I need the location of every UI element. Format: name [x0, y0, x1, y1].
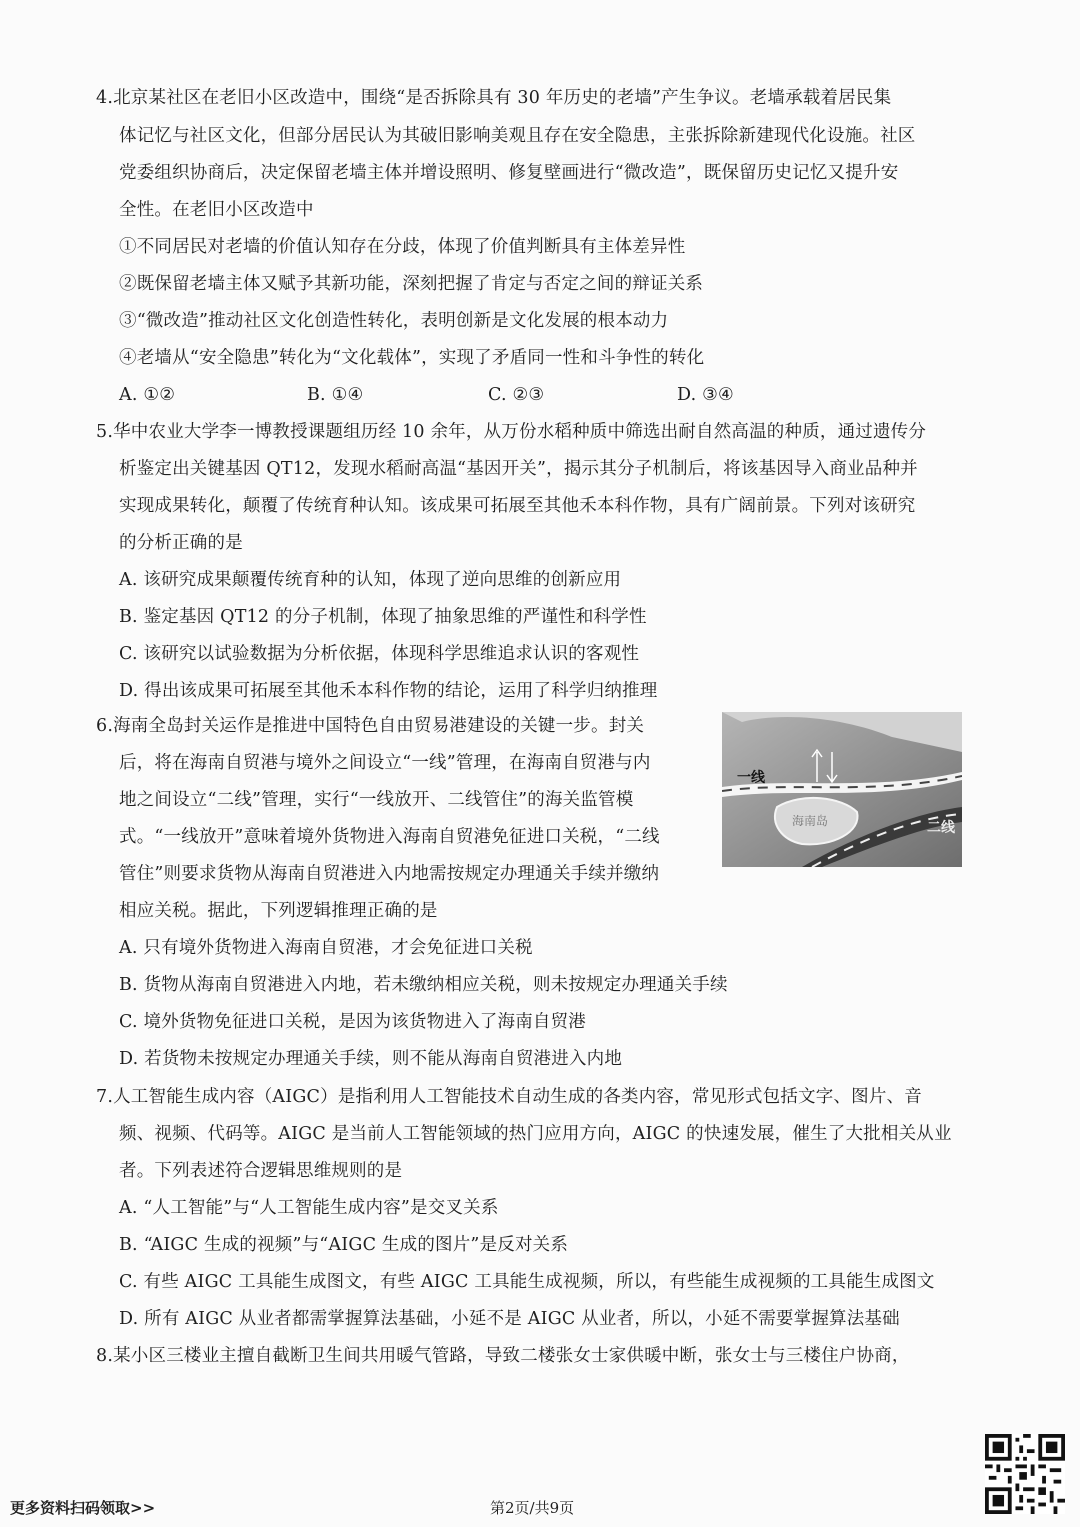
- q5-option-a: A. 该研究成果颠覆传统育种的认知，体现了逆向思维的创新应用: [119, 570, 622, 590]
- q7-option-b: B. “AIGC 生成的视频”与“AIGC 生成的图片”是反对关系: [119, 1235, 569, 1255]
- q5-option-c: C. 该研究以试验数据为分析依据，体现科学思维追求认识的客观性: [119, 644, 640, 664]
- line1-label: 一线: [737, 770, 765, 786]
- line2-label: 二线: [927, 820, 955, 836]
- q6-stem-line: 式。“一线放开”意味着境外货物进入海南自贸港免征进口关税，“二线: [119, 827, 660, 847]
- q6-stem-line: 地之间设立“二线”管理，实行“一线放开、二线管住”的海关监管模: [119, 790, 634, 810]
- q5-option-d: D. 得出该成果可拓展至其他禾本科作物的结论，运用了科学归纳推理: [119, 681, 658, 701]
- q6-stem-line: 相应关税。据此，下列逻辑推理正确的是: [119, 901, 438, 921]
- q5-stem-line: 的分析正确的是: [119, 533, 243, 553]
- q7-option-c: C. 有些 AIGC 工具能生成图文，有些 AIGC 工具能生成视频，所以，有些能生成视频的工具能生成图文: [119, 1272, 935, 1292]
- q6-stem-line: 管住”则要求货物从海南自贸港进入内地需按规定办理通关手续并缴纳: [119, 864, 660, 884]
- qr-code[interactable]: [985, 1434, 1065, 1514]
- q7-stem-line: 频、视频、代码等。AIGC 是当前人工智能领域的热门应用方向，AIGC 的快速发展，催生了大批相关从业: [119, 1124, 952, 1144]
- q6-option-c: C. 境外货物免征进口关税，是因为该货物进入了海南自贸港: [119, 1012, 586, 1032]
- q6-option-d: D. 若货物未按规定办理通关手续，则不能从海南自贸港进入内地: [119, 1049, 623, 1069]
- q6-stem-line: 6.海南全岛封关运作是推进中国特色自由贸易港建设的关键一步。封关: [96, 716, 645, 736]
- q4-stem-line: 4.北京某社区在老旧小区改造中，围绕“是否拆除具有 30 年历史的老墙”产生争议。老墙承载着居民集: [96, 88, 892, 108]
- q6-stem-line: 后，将在海南自贸港与境外之间设立“一线”管理，在海南自贸港与内: [119, 753, 651, 773]
- q6-option-a: A. 只有境外货物进入海南自贸港，才会免征进口关税: [119, 938, 533, 958]
- q7-option-a: A. “人工智能”与“人工智能生成内容”是交叉关系: [119, 1198, 499, 1218]
- footer-scan-text: 更多资料扫码领取>>: [10, 1499, 156, 1517]
- page-number: 第2页/共9页: [490, 1499, 575, 1517]
- q8-stem-line: 8.某小区三楼业主擅自截断卫生间共用暖气管路，导致二楼张女士家供暖中断，张女士与三楼住户协商，: [96, 1346, 910, 1366]
- q5-stem-line: 析鉴定出关键基因 QT12，发现水稻耐高温“基因开关”，揭示其分子机制后，将该基因导入商业品种并: [119, 459, 918, 479]
- q4-stem-line: 体记忆与社区文化，但部分居民认为其破旧影响美观且存在安全隐患，主张拆除新建现代化设施。社区: [119, 126, 916, 146]
- hainan-map-illustration: [722, 712, 962, 867]
- q4-choice-b: B. ①④: [307, 385, 364, 405]
- q7-stem-line: 7.人工智能生成内容（AIGC）是指利用人工智能技术自动生成的各类内容，常见形式包括文字、图片、音: [96, 1087, 922, 1107]
- q7-option-d: D. 所有 AIGC 从业者都需掌握算法基础，小延不是 AIGC 从业者，所以，小延不需要掌握算法基础: [119, 1309, 900, 1329]
- q7-stem-line: 者。下列表述符合逻辑思维规则的是: [119, 1161, 403, 1181]
- q4-choices: [119, 383, 819, 407]
- island-label: 海南岛: [792, 814, 829, 828]
- q4-stem-line: 党委组织协商后，决定保留老墙主体并增设照明、修复壁画进行“微改造”，既保留历史记忆又提升安: [119, 163, 899, 183]
- q4-choice-a: A. ①②: [119, 385, 176, 405]
- q4-stem-line: 全性。在老旧小区改造中: [119, 200, 314, 220]
- q5-option-b: B. 鉴定基因 QT12 的分子机制，体现了抽象思维的严谨性和科学性: [119, 607, 647, 627]
- q6-option-b: B. 货物从海南自贸港进入内地，若未缴纳相应关税，则未按规定办理通关手续: [119, 975, 728, 995]
- q4-statement: ①不同居民对老墙的价值认知存在分歧，体现了价值判断具有主体差异性: [119, 237, 686, 257]
- q4-statement: ③“微改造”推动社区文化创造性转化，表明创新是文化发展的根本动力: [119, 311, 669, 331]
- q5-stem-line: 实现成果转化，颠覆了传统育种认知。该成果可拓展至其他禾本科作物，具有广阔前景。下列对该研究: [119, 496, 916, 516]
- q4-choice-d: D. ③④: [677, 385, 734, 405]
- q4-statement: ④老墙从“安全隐患”转化为“文化载体”，实现了矛盾同一性和斗争性的转化: [119, 348, 705, 368]
- q4-choice-c: C. ②③: [488, 385, 545, 405]
- q4-statement: ②既保留老墙主体又赋予其新功能，深刻把握了肯定与否定之间的辩证关系: [119, 274, 704, 294]
- hainan-map-figure: [722, 712, 962, 867]
- q5-stem-line: 5.华中农业大学李一博教授课题组历经 10 余年，从万份水稻种质中筛选出耐自然高温的种质，通过遗传分: [96, 422, 927, 442]
